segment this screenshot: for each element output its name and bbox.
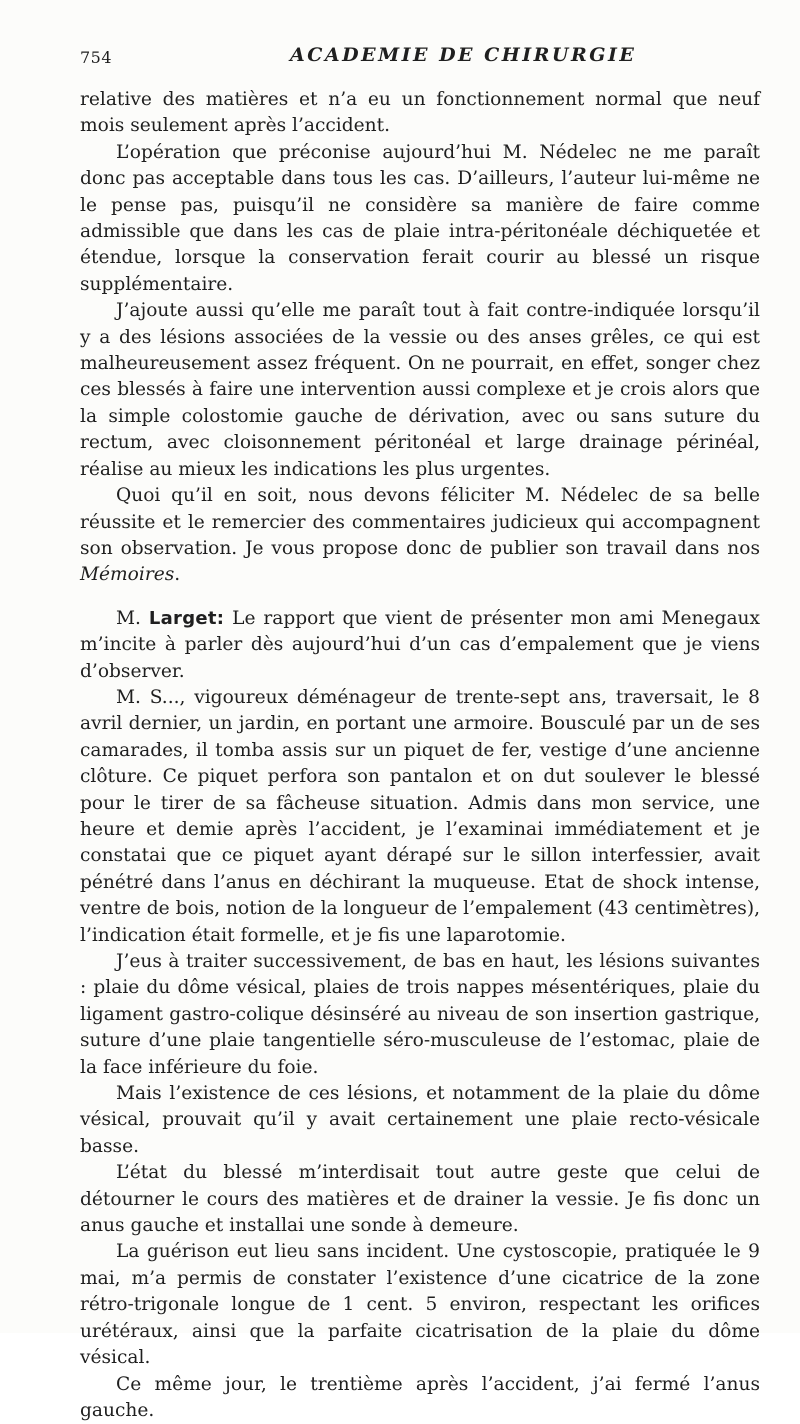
conclusion-end: .	[174, 564, 180, 585]
paragraph-lesions: J’eus à traiter successivement, de bas en haut, les lésions suivantes : plaie du dôme vésical, plaies de trois nappes mésentériques, plaie du ligament gastro-colique désinséré au niveau de son insertion gastrique, suture d’une plaie tangentielle séro-musculeuse de l’estomac, plaie de la face inférieure du foie.	[80, 949, 760, 1081]
paragraph-operation-critique: L’opération que préconise aujourd’hui M. Nédelec ne me paraît donc pas acceptable dans tous les cas. D’ailleurs, l’auteur lui-même ne le pense pas, puisqu’il ne considère sa manière de faire comme admissible que dans les cas de plaie intra-péritonéale déchiquetée et étendue, lorsque la conservation ferait courir au blessé un risque supplémentaire.	[80, 140, 760, 298]
body-text	[80, 87, 760, 1424]
paragraph-recto-vesical: Mais l’existence de ces lésions, et notamment de la plaie du dôme vésical, prouvait qu’il y avait certainement une plaie recto-vésicale basse.	[80, 1081, 760, 1160]
speaker-name: Larget:	[149, 608, 225, 629]
journal-title: ACADEMIE DE CHIRURGIE	[290, 44, 636, 66]
conclusion-text: Quoi qu’il en soit, nous devons féliciter M. Nédelec de sa belle réussite et le remercier des commentaires judicieux qui accompagnent son observation. Je vous propose donc de publier son travail dans nos	[80, 485, 760, 559]
page-number: 754	[80, 48, 112, 67]
paragraph-fermeture: Ce même jour, le trentième après l’accident, j’ai fermé l’anus gauche.	[80, 1372, 760, 1424]
paragraph-guerison: La guérison eut lieu sans incident. Une cystoscopie, pratiquée le 9 mai, m’a permis de constater l’existence d’une cicatrice de la zone rétro-trigonale longue de 1 cent. 5 environ, respectant les orifices urétéraux, ainsi que la parfaite cicatrisation de la plaie du dôme vésical.	[80, 1239, 760, 1371]
larget-intro-text: Le rapport que vient de présenter mon ami Menegaux m’incite à parler dès aujourd’hui d’un cas d’empalement que je viens d’observer.	[80, 608, 760, 682]
paragraph-contraindication: J’ajoute aussi qu’elle me paraît tout à fait contre-indiquée lorsqu’il y a des lésions associées de la vessie ou des anses grêles, ce qui est malheureusement assez fréquent. On ne pourrait, en effet, songer chez ces blessés à faire une intervention aussi complexe et je crois alors que la simple colostomie gauche de dérivation, avec ou sans suture du rectum, avec cloisonnement péritonéal et large drainage périnéal, réalise au mieux les indications les plus urgentes.	[80, 298, 760, 483]
memoires-italic: Mémoires	[80, 564, 174, 585]
paragraph-anus-gauche: L’état du blessé m’interdisait tout autre geste que celui de détourner le cours des matières et de drainer la vessie. Je fis donc un anus gauche et installai une sonde à demeure.	[80, 1160, 760, 1239]
section-gap	[80, 589, 760, 606]
paragraph-larget-intro	[80, 606, 760, 685]
paragraph-conclusion	[80, 483, 760, 589]
speaker-prefix: M.	[116, 608, 149, 629]
paragraph-continuation: relative des matières et n’a eu un fonctionnement normal que neuf mois seulement après l’accident.	[80, 87, 760, 140]
running-header	[80, 44, 760, 74]
paragraph-case-history: M. S..., vigoureux déménageur de trente-sept ans, traversait, le 8 avril dernier, un jardin, en portant une armoire. Bousculé par un de ses camarades, il tomba assis sur un piquet de fer, vestige d’une ancienne clôture. Ce piquet perfora son pantalon et on dut soulever le blessé pour le tirer de sa fâcheuse situation. Admis dans mon service, une heure et demie après l’accident, je l’examinai immédiatement et je constatai que ce piquet ayant dérapé sur le sillon interfessier, avait pénétré dans l’anus en déchirant la muqueuse. Etat de shock intense, ventre de bois, notion de la longueur de l’empalement (43 centimètres), l’indication était formelle, et je fis une laparotomie.	[80, 685, 760, 949]
